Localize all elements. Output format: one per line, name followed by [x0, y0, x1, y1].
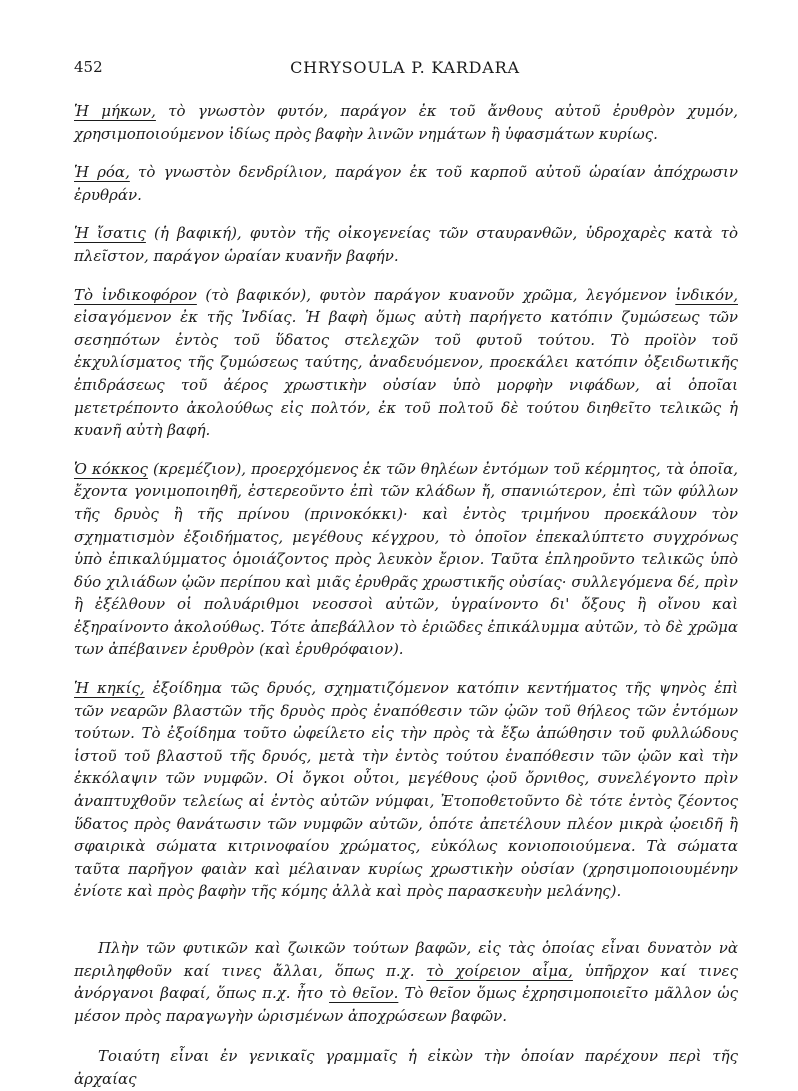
- entry-term-secondary: ἰνδικόν,: [675, 285, 738, 304]
- paragraph-summary: [74, 1045, 738, 1090]
- entry-term: Ἡ μήκων,: [74, 102, 156, 120]
- entry-text: ἐξοίδημα τῶς δρυός, σχηματιζόμενον κατόπιν κεντήματος τῆς ψηνὸς ἐπὶ τῶν νεαρῶν βλαστῶν τῆς δρυὸς πρὸς ἐναπόθεσιν τῶν ᾠῶν τοῦ θήλεος τῶν ἐντόμων τούτων.: [74, 679, 738, 743]
- body-text: [74, 100, 738, 1091]
- entry-term: Ὁ κόκκος: [74, 459, 148, 478]
- paragraph-term: τὸ χοίρειον αἷμα,: [426, 961, 573, 980]
- paragraph-text: Πλὴν τῶν φυτικῶν καὶ ζωικῶν τούτων βαφῶν, εἰς τὰς ὁποίας εἶναι δυνατὸν νὰ περιληφθοῦν καί τινες ἄλλαι, ὅπως π.χ.: [74, 939, 738, 980]
- running-head: CHRYSOULA P. KARDARA: [290, 58, 520, 77]
- entry-text-continued: εἰσαγόμενον ἐκ τῆς Ἰνδίας. Ἡ βαφὴ ὅμως αὐτὴ παρήγετο κατόπιν ζυμώσεως τῶν σεσηπότων ἐντὸς τοῦ ὕδατος στελεχῶν τοῦ φυτοῦ τούτου. Τὸ προϊὸν τοῦ ἐκχυλίσματος τῆς ζυμώσεως ταύτης, ἀναδευόμενον, προεκάλει κατόπιν ὀξειδωτικῆς ἐπιδράσεως τοῦ ἀέρος χρωστικὴν οὐσίαν ὑπὸ μορφὴν νιφάδων, αἱ ὁποῖαι μετετρέποντο ἀκολούθως εἰς πολτόν, ἐκ τοῦ πολτοῦ δὲ τούτου διηθεῖτο τελικῶς ἡ κυανῆ αὐτὴ βαφή.: [74, 308, 738, 440]
- entry-term: Ἡ κηκίς,: [74, 679, 145, 698]
- entry-indikophoron: [74, 284, 738, 442]
- section-spacer: [74, 919, 738, 937]
- paragraph-text: ὑπῆρχον καί τινες ἀνόργανοι βαφαί, ὅπως π.χ. ἦτο: [74, 961, 739, 1003]
- entry-text-continued: Τὸ ἐξοίδημα τοῦτο ὠφείλετο εἰς τὴν πρὸς τὰ ἔξω ἀπώθησιν τοῦ φυλλώδους ἱστοῦ τοῦ βλαστοῦ τῆς δρυός, μετὰ τὴν ἐντὸς τούτου ἐναπόθεσιν τῶν ᾠῶν καὶ τὴν ἐκκόλαψιν τῶν νυμφῶν. Οἱ ὄγκοι οὗτοι, μεγέθους ᾠοῦ ὄρνιθος, συνελέγοντο πρὶν ἀναπτυχθοῦν τελείως αἱ ἐντὸς αὐτῶν νύμφαι, Ἐτοποθετοῦντο δὲ τότε ἐντὸς ζέοντος ὕδατος πρὸς θανάτωσιν τῶν νυμφῶν αὐτῶν, ὁπότε ἀπετέλουν πλέον μικρὰ ᾠοειδῆ ἢ σφαιρικὰ σώματα κιτρινοφαίου χρώματος, εὐκόλως κονιοποιούμενα. Τὰ σώματα ταῦτα παρῆγον φαιὰν καὶ μέλαιναν κυρίως χρωστικὴν οὐσίαν (χρησιμοποιουμένην ἐνίοτε καὶ πρὸς βαφὴν τῆς κόμης ἀλλὰ καὶ πρὸς παρασκευὴν μελάνης).: [74, 724, 738, 901]
- entry-mekon: [74, 100, 738, 145]
- page-number: 452: [74, 58, 103, 76]
- paragraph-term: τὸ θεῖον.: [329, 984, 399, 1003]
- entry-kokkos: [74, 458, 738, 661]
- paragraph-inorganic-dyes: [74, 937, 738, 1027]
- entry-term: Τὸ ἰνδικοφόρον: [74, 285, 197, 304]
- entry-text: τὸ γνωστὸν φυτόν, παράγον ἐκ τοῦ ἄνθους αὐτοῦ ἐρυθρὸν χυμόν, χρησιμοποιούμενον ἰδίως πρὸς βαφὴν λινῶν νημάτων ἢ ὑφασμάτων κυρίως.: [74, 102, 738, 143]
- entry-text: (τὸ βαφικόν), φυτὸν παράγον κυανοῦν χρῶμα, λεγόμενον: [196, 285, 676, 304]
- section-spacer: [74, 1027, 738, 1045]
- entry-term: Ἡ ρόα,: [74, 163, 130, 182]
- entry-text: (ἡ βαφική), φυτὸν τῆς οἰκογενείας τῶν σταυρανθῶν, ὑδροχαρὲς κατὰ τὸ πλεῖστον, παράγον ὡραίαν κυανῆν βαφήν.: [74, 224, 739, 265]
- entry-kekis: [74, 677, 738, 903]
- entry-term: Ἡ ἴσατις: [74, 224, 146, 243]
- entry-text: τὸ γνωστὸν δενδρίλιον, παράγον ἐκ τοῦ καρποῦ αὐτοῦ ὡραίαν ἀπόχρωσιν ἐρυθράν.: [74, 163, 738, 204]
- entry-text-continued: (καὶ ἐρυθρόφαιον).: [254, 640, 404, 659]
- entry-roa: [74, 161, 738, 206]
- entry-isatis: [74, 222, 738, 267]
- paragraph-text: Τὸ θεῖον ὅμως ἐχρησιμοποιεῖτο μᾶλλον ὡς μέσον πρὸς παραγωγὴν ὡρισμένων ἀποχρώσεων βαφῶν.: [74, 984, 738, 1025]
- page-header: [74, 58, 736, 82]
- entry-text: (κρεμέζιον), προερχόμενος ἐκ τῶν θηλέων ἐντόμων τοῦ κέρμητος, τὰ ὁποῖα, ἔχοντα γονιμοποιηθῆ, ἐστερεοῦντο ἐπὶ τῶν κλάδων ἤ, σπανιώτερον, ἐπὶ τῶν φύλλων τῆς δρυὸς ἢ τῆς πρίνου (πρινοκόκκι)· καὶ ἐντὸς τριμήνου προεκάλουν τὸν σχηματισμὸν ἐξοιδήματος, μεγέθους κέγχρου, τὸ ὁποῖον ἐπεκαλύπτετο συγχρόνως ὑπὸ ἐπικαλύμματος ὁμοιάζοντος πρὸς λευκὸν ἔριον. Ταῦτα ἐπληροῦντο τελικῶς ὑπὸ δύο χιλιάδων ᾠῶν περίπου καὶ μιᾶς ἐρυθρᾶς χρωστικῆς οὐσίας· συλλεγόμενα δέ, πρὶν ἢ ἐξέλθουν οἱ πολυάριθμοι νεοσσοὶ αὐτῶν, ὑγραίνοντο δι' ὄξους ἢ οἴνου καὶ ἐξηραίνοντο ἀκολούθως. Τότε ἀπεβάλλον τὸ ἐριῶδες ἐπικάλυμμα αὐτῶν, τὸ δὲ χρῶμα των ἀπέβαινεν ἐρυθρὸν: [74, 459, 738, 659]
- paragraph-text: Τοιαύτη εἶναι ἐν γενικαῖς γραμμαῖς ἡ εἰκὼν τὴν ὁποίαν παρέχουν περὶ τῆς ἀρχαίας: [74, 1047, 738, 1088]
